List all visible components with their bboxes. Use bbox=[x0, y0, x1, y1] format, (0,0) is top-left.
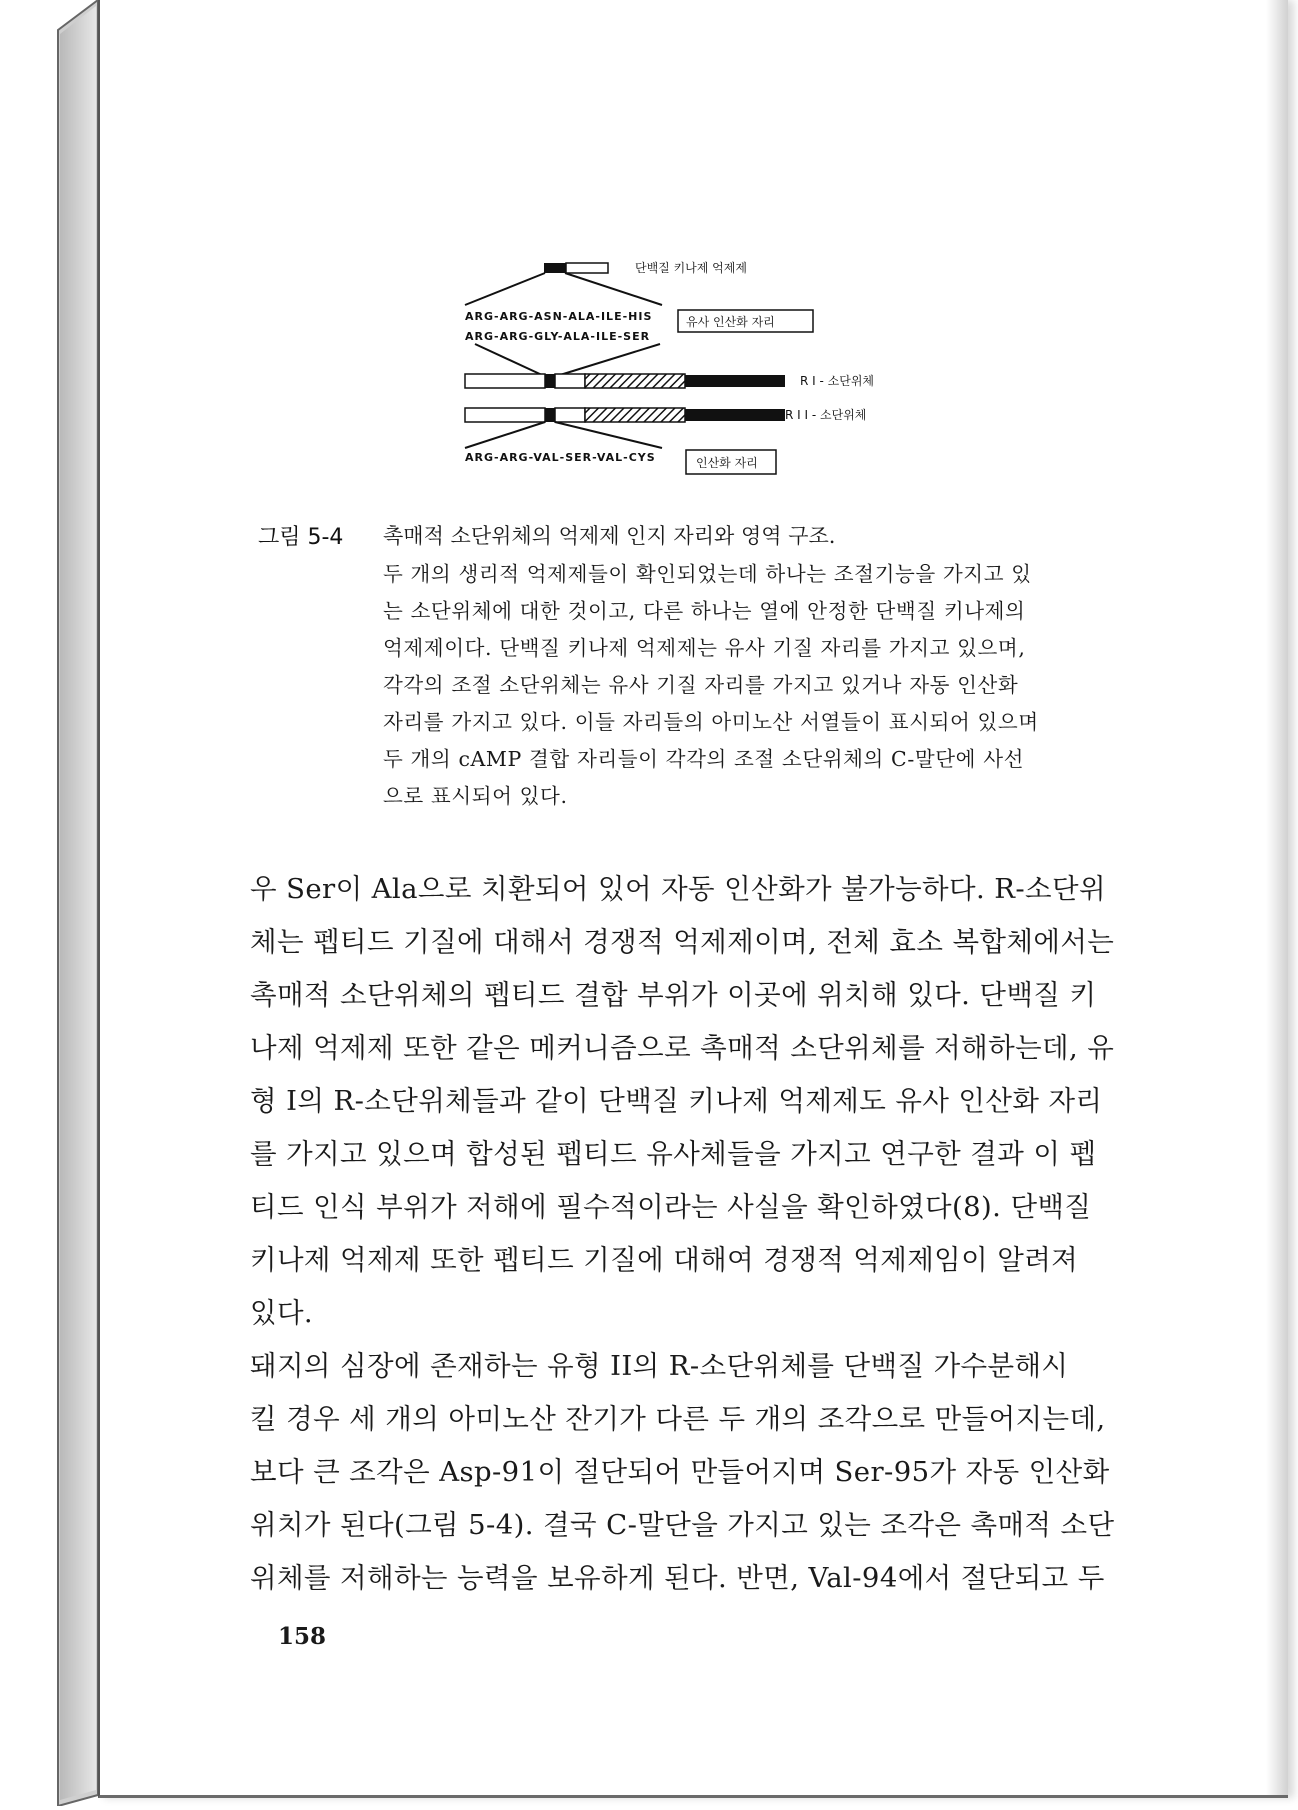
sequence-ri: ARG-ARG-GLY-ALA-ILE-SER bbox=[465, 330, 651, 343]
caption-line: 두 개의 생리적 억제제들이 확인되었는데 하나는 조절기능을 가지고 있 bbox=[383, 562, 1032, 586]
sequence-rii: ARG-ARG-VAL-SER-VAL-CYS bbox=[465, 451, 656, 464]
caption-line: 억제제이다. 단백질 키나제 억제제는 유사 기질 자리를 가지고 있으며, bbox=[383, 636, 1026, 660]
caption-line: 는 소단위체에 대한 것이고, 다른 하나는 열에 안정한 단백질 키나제의 bbox=[383, 599, 1026, 623]
body-line: 위치가 된다(그림 5-4). 결국 C-말단을 가지고 있는 조각은 촉매적 소단 bbox=[250, 1509, 1115, 1541]
body-line: 촉매적 소단위체의 펩티드 결합 부위가 이곳에 위치해 있다. 단백질 키 bbox=[250, 979, 1097, 1011]
rii-label: R I I - 소단위체 bbox=[785, 408, 867, 422]
body-line: 위체를 저해하는 능력을 보유하게 된다. 반면, Val-94에서 절단되고 두 bbox=[250, 1562, 1105, 1594]
figure-diagram bbox=[450, 250, 970, 490]
body-line: 형 I의 R-소단위체들과 같이 단백질 키나제 억제제도 유사 인산화 자리 bbox=[250, 1085, 1103, 1117]
body-line: 돼지의 심장에 존재하는 유형 II의 R-소단위체를 단백질 가수분해시 bbox=[250, 1350, 1069, 1382]
body-line: 킬 경우 세 개의 아미노산 잔기가 다른 두 개의 조각으로 만들어지는데, bbox=[250, 1403, 1106, 1435]
rii-subunit-bar bbox=[465, 408, 785, 422]
body-line: 우 Ser이 Ala으로 치환되어 있어 자동 인산화가 불가능하다. R-소단위 bbox=[250, 873, 1106, 905]
figure-svg bbox=[450, 250, 970, 490]
caption-line: 자리를 가지고 있다. 이들 자리들의 아미노산 서열들이 표시되어 있으며 bbox=[383, 710, 1039, 734]
page-number: 158 bbox=[278, 1623, 327, 1650]
body-line: 나제 억제제 또한 같은 메커니즘으로 촉매적 소단위체를 저해하는데, 유 bbox=[250, 1032, 1115, 1064]
caption-title: 촉매적 소단위체의 억제제 인지 자리와 영역 구조. bbox=[383, 524, 836, 548]
body-line: 보다 큰 조각은 Asp-91이 절단되어 만들어지며 Ser-95가 자동 인산화 bbox=[250, 1456, 1110, 1488]
sequence-inhibitor: ARG-ARG-ASN-ALA-ILE-HIS bbox=[465, 310, 653, 323]
phospho-site-label: 인산화 자리 bbox=[696, 456, 758, 470]
caption-line: 두 개의 cAMP 결합 자리들이 각각의 조절 소단위체의 C-말단에 사선 bbox=[383, 747, 1024, 771]
inhibitor-label: 단백질 키나제 억제제 bbox=[635, 261, 747, 275]
inhibitor-bar bbox=[544, 263, 608, 273]
caption-number: 그림 5-4 bbox=[258, 525, 344, 550]
body-line: 키나제 억제제 또한 펩티드 기질에 대해여 경쟁적 억제제임이 알려져 bbox=[250, 1244, 1079, 1276]
caption-line: 으로 표시되어 있다. bbox=[383, 784, 568, 808]
body-line: 티드 인식 부위가 저해에 필수적이라는 사실을 확인하였다(8). 단백질 bbox=[250, 1191, 1092, 1223]
body-line: 있다. bbox=[250, 1297, 314, 1329]
ri-subunit-bar bbox=[465, 374, 785, 388]
pseudo-site-label: 유사 인산화 자리 bbox=[686, 315, 775, 329]
page-edge-shadow bbox=[1266, 0, 1288, 1795]
caption-line: 각각의 조절 소단위체는 유사 기질 자리를 가지고 있거나 자동 인산화 bbox=[383, 673, 1019, 697]
ri-label: R I - 소단위체 bbox=[800, 374, 875, 388]
body-line: 체는 펩티드 기질에 대해서 경쟁적 억제제이며, 전체 효소 복합체에서는 bbox=[250, 926, 1115, 958]
body-line: 를 가지고 있으며 합성된 펩티드 유사체들을 가지고 연구한 결과 이 펩 bbox=[250, 1138, 1097, 1170]
